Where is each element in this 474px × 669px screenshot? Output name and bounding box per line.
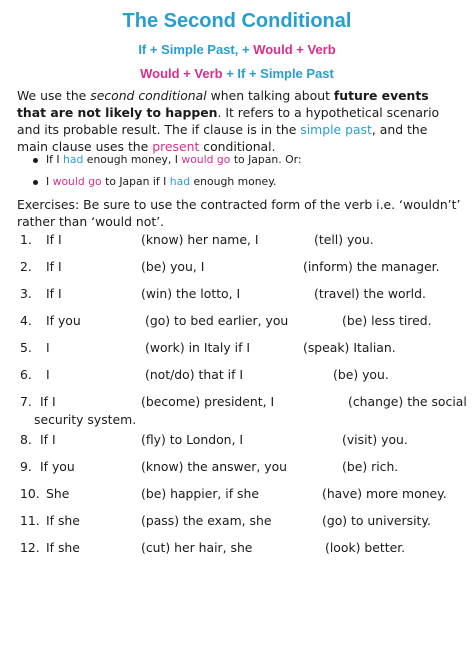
exercise-clause: (be) happier, if she (141, 486, 259, 501)
formula-if-part: + If + Simple Past (222, 66, 334, 81)
formula-if-first (0, 42, 474, 57)
exercise-subject: I (46, 367, 50, 382)
exercise-clause: (be) you, I (141, 259, 205, 274)
intro-present: present (152, 139, 200, 154)
exercise-number: 2. (20, 259, 32, 274)
exercise-result: (be) you. (333, 367, 389, 382)
example-text: to Japan if I (101, 175, 170, 188)
exercise-number: 10. (20, 486, 40, 501)
example-list (33, 149, 301, 193)
exercise-subject: If I (46, 232, 62, 247)
example-text: enough money, I (83, 153, 182, 166)
exercise-number: 4. (20, 313, 32, 328)
page-title: The Second Conditional (122, 10, 352, 32)
exercise-subject: If you (46, 313, 81, 328)
exercise-continuation: security system. (34, 412, 137, 427)
exercise-subject: If I (40, 394, 56, 409)
example-would-verb: would go (52, 175, 102, 188)
intro-text: . It refers to a hypothetical scenario and its probable result. The if clause is in the (17, 105, 440, 137)
example-text: I (46, 175, 53, 188)
exercise-clause: (fly) to London, I (141, 432, 244, 447)
exercise-clause: (not/do) that if I (145, 367, 244, 382)
exercise-number: 8. (20, 432, 32, 447)
exercise-clause: (win) the lotto, I (141, 286, 241, 301)
intro-emphasis: second conditional (90, 88, 207, 103)
exercise-number: 1. (20, 232, 32, 247)
example-text: to Japan. Or: (230, 153, 302, 166)
intro-bold: future events that are not likely to happen (17, 88, 429, 120)
exercise-subject: If she (46, 540, 80, 555)
exercise-result: (visit) you. (342, 432, 408, 447)
exercise-clause: (know) her name, I (141, 232, 259, 247)
example-past-verb: had (169, 175, 191, 188)
intro-text: when talking about (206, 88, 334, 103)
example-past-verb: had (63, 153, 84, 166)
exercise-result: (go) to university. (322, 513, 431, 528)
exercise-clause: (know) the answer, you (141, 459, 288, 474)
exercise-result: (be) rich. (342, 459, 399, 474)
formula-would-part: Would + Verb (253, 42, 336, 57)
example-text: If I (46, 153, 64, 166)
exercise-result: (have) more money. (322, 486, 447, 501)
exercise-clause: (become) president, I (141, 394, 275, 409)
exercise-subject: If she (46, 513, 80, 528)
exercise-result: (change) the social (348, 394, 467, 409)
intro-simple-past: simple past (300, 122, 372, 137)
formula-would-first (0, 66, 474, 81)
exercise-clause: (pass) the exam, she (141, 513, 272, 528)
exercise-subject: If I (40, 432, 56, 447)
exercise-clause: (work) in Italy if I (145, 340, 251, 355)
intro-paragraph (17, 87, 462, 155)
exercise-number: 12. (20, 540, 40, 555)
exercise-subject: She (46, 486, 70, 501)
exercise-result: (be) less tired. (342, 313, 432, 328)
exercise-subject: If I (46, 286, 62, 301)
exercise-number: 11. (20, 513, 40, 528)
exercise-number: 6. (20, 367, 32, 382)
intro-text: conditional. (199, 139, 276, 154)
example-item (33, 171, 301, 193)
exercise-number: 9. (20, 459, 32, 474)
exercise-clause: (cut) her hair, she (141, 540, 253, 555)
example-item (33, 149, 301, 171)
intro-text: , and the main clause uses the (17, 122, 428, 154)
exercise-result: (tell) you. (314, 232, 374, 247)
exercise-subject: If I (46, 259, 62, 274)
exercise-result: (speak) Italian. (303, 340, 396, 355)
exercise-number: 7. (20, 394, 32, 409)
exercise-clause: (go) to bed earlier, you (145, 313, 289, 328)
exercise-instructions: Exercises: Be sure to use the contracted form of the verb i.e. ‘wouldn’t’ rather than ‘would not’. (17, 197, 461, 229)
exercise-subject: If you (40, 459, 75, 474)
exercise-number: 3. (20, 286, 32, 301)
exercise-result: (travel) the world. (314, 286, 426, 301)
formula-would-part: Would + Verb (140, 66, 223, 81)
intro-text: We use the (17, 88, 91, 103)
exercise-subject: I (46, 340, 50, 355)
example-text: enough money. (190, 175, 277, 188)
example-would-verb: would go (181, 153, 231, 166)
exercise-result: (inform) the manager. (303, 259, 440, 274)
exercise-number: 5. (20, 340, 32, 355)
formula-if-part: If + Simple Past, + (138, 42, 254, 57)
exercise-result: (look) better. (325, 540, 406, 555)
